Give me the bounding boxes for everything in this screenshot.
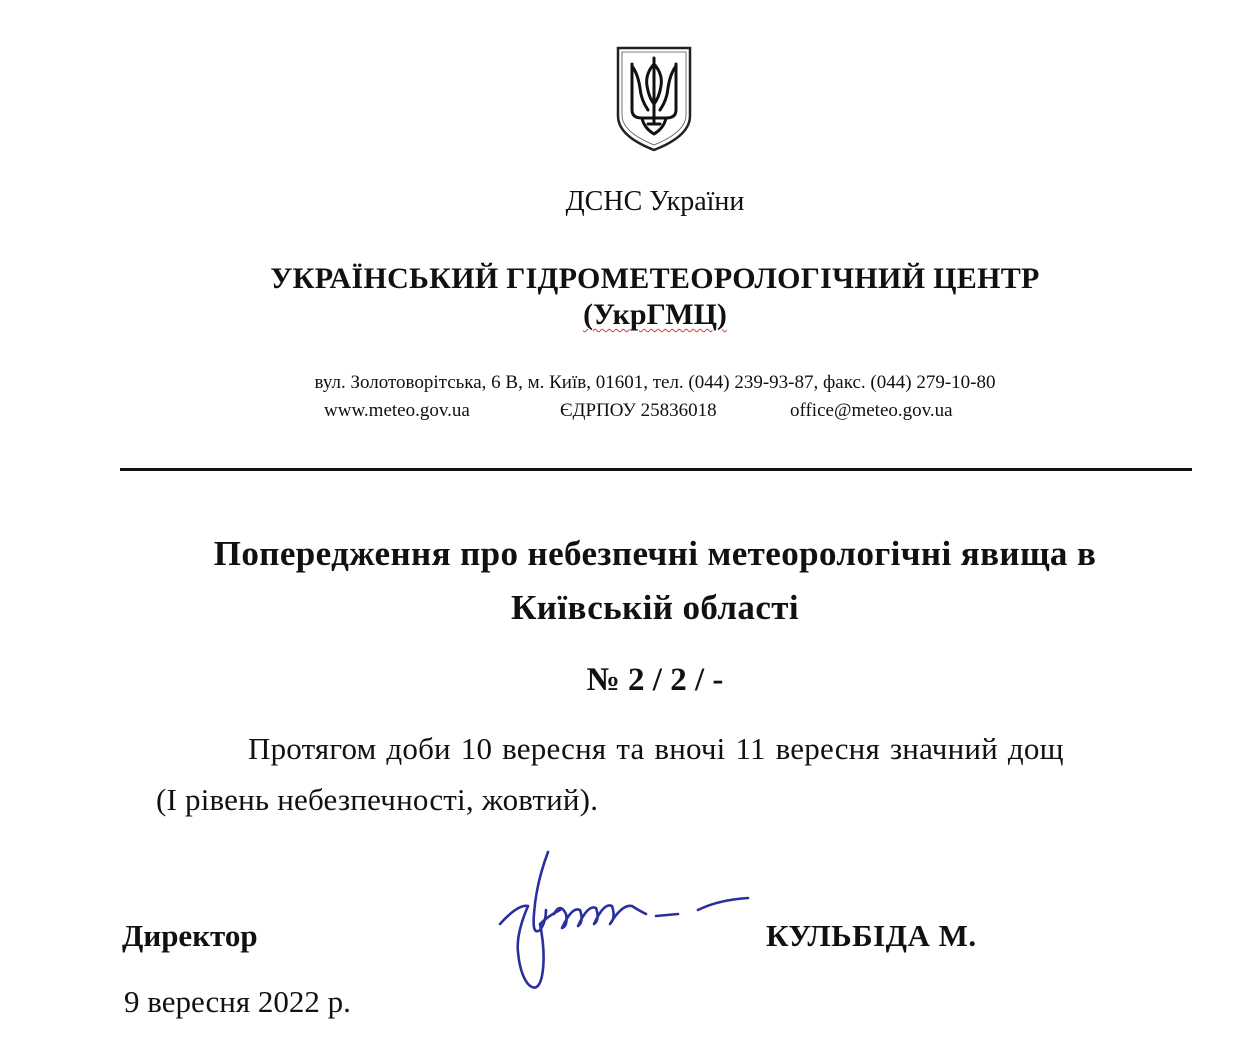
trident-coat-of-arms-icon: [614, 44, 694, 154]
document-title-line-2: Київській області: [511, 588, 799, 627]
warning-number: № 2 / 2 / -: [586, 662, 724, 698]
signer-name: КУЛЬБІДА М.: [766, 918, 977, 953]
warning-text-line-1: Протягом доби 10 вересня та вночі 11 вересня значний дощ: [248, 731, 1064, 766]
website-link: www.meteo.gov.ua: [324, 400, 470, 421]
organization-name: УКРАЇНСЬКИЙ ГІДРОМЕТЕОРОЛОГІЧНИЙ ЦЕНТР: [270, 262, 1040, 295]
header-divider: [120, 468, 1192, 471]
warning-text-line-2: (І рівень небезпечності, жовтий).: [156, 782, 599, 817]
organization-abbreviation-text: (УкрГМЦ): [583, 298, 727, 331]
contacts-line: [296, 400, 996, 424]
organization-address: вул. Золотоворітська, 6 В, м. Київ, 01601, тел. (044) 239-93-87, факс. (044) 279-10-80: [314, 372, 996, 393]
document-title-line-1: Попередження про небезпечні метеорологічні явища в: [213, 534, 1097, 573]
email-address: office@meteo.gov.ua: [790, 400, 953, 421]
document-date: 9 вересня 2022 р.: [124, 984, 351, 1019]
signer-position: Директор: [122, 918, 258, 953]
edrpou-code: ЄДРПОУ 25836018: [560, 400, 717, 421]
organization-abbreviation: [30, 298, 1250, 332]
agency-name: ДСНС України: [565, 186, 745, 217]
signature-image: [488, 844, 768, 1014]
